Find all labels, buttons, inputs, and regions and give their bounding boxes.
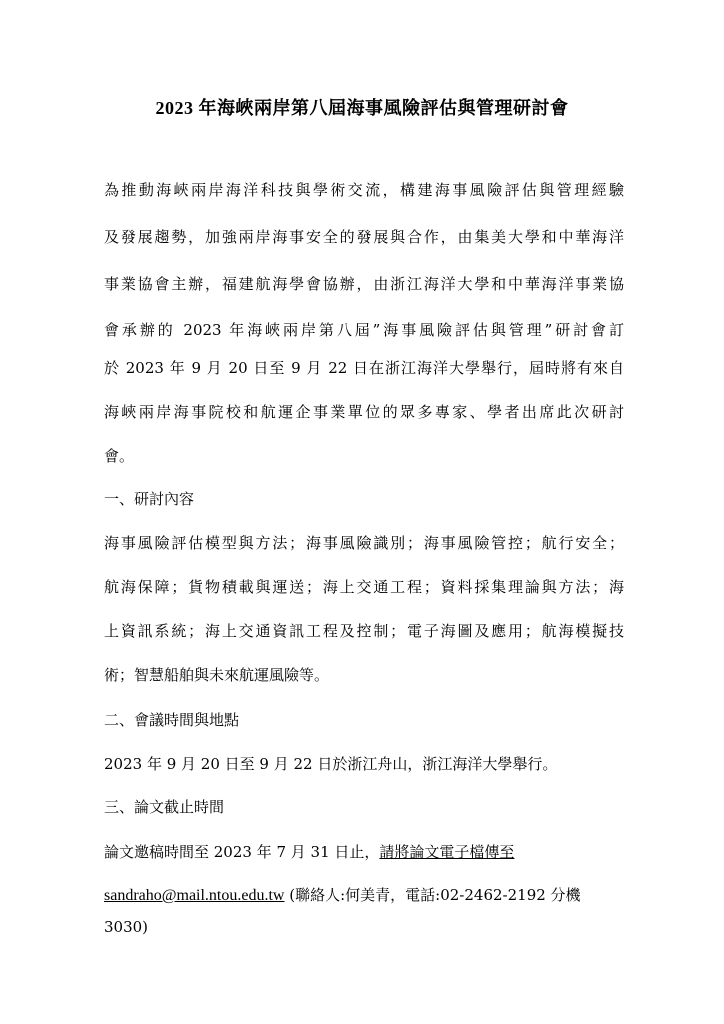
section3-line-3: 3030) [104,918,149,936]
intro-line-6: 海峽兩岸海事院校和航運企事業單位的眾多專家、學者出席此次研討 [104,403,624,421]
section3-deadline-text: 論文邀稿時間至 2023 年 7 月 31 日止， [104,843,380,861]
section2-text: 2023 年 9 月 20 日至 9 月 22 日於浙江舟山，浙江海洋大學舉行。 [104,755,558,773]
document-title: 2023 年海峽兩岸第八屆海事風險評估與管理研討會 [155,98,569,118]
section1-heading: 一、研討內容 [104,490,195,508]
intro-line-4: 會承辦的 2023 年海峽兩岸第八屆”海事風險評估與管理”研討會訂 [104,321,624,339]
contact-email-link[interactable]: sandraho@mail.ntou.edu.tw [104,887,285,904]
section3-submit-instruction: 請將論文電子檔傳至 [379,843,515,861]
section1-line-4: 術；智慧船舶與未來航運風險等。 [104,666,330,684]
section1-line-2: 航海保障；貨物積載與運送；海上交通工程；資料採集理論與方法；海 [104,578,624,596]
intro-line-7: 會。 [104,447,135,465]
section1-line-3: 上資訊系統；海上交通資訊工程及控制；電子海圖及應用；航海模擬技 [104,622,624,640]
intro-line-2: 及發展趨勢，加強兩岸海事安全的發展與合作，由集美大學和中華海洋 [104,228,624,246]
section2-heading: 二、會議時間與地點 [104,711,240,729]
section3-line-1 [104,842,624,862]
section3-line-2 [104,885,624,906]
section3-heading: 三、論文截止時間 [104,798,225,816]
section1-line-1: 海事風險評估模型與方法；海事風險識別；海事風險管控；航行安全； [104,534,624,552]
intro-line-5: 於 2023 年 9 月 20 日至 9 月 22 日在浙江海洋大學舉行，屆時將有來自 [104,359,624,377]
contact-info-text: (聯絡人:何美青，電話:02-2462-2192 分機 [284,886,581,904]
intro-line-3: 事業協會主辦，福建航海學會協辦，由浙江海洋大學和中華海洋事業協 [104,275,624,293]
intro-line-1: 為推動海峽兩岸海洋科技與學術交流，構建海事風險評估與管理經驗 [104,181,624,199]
